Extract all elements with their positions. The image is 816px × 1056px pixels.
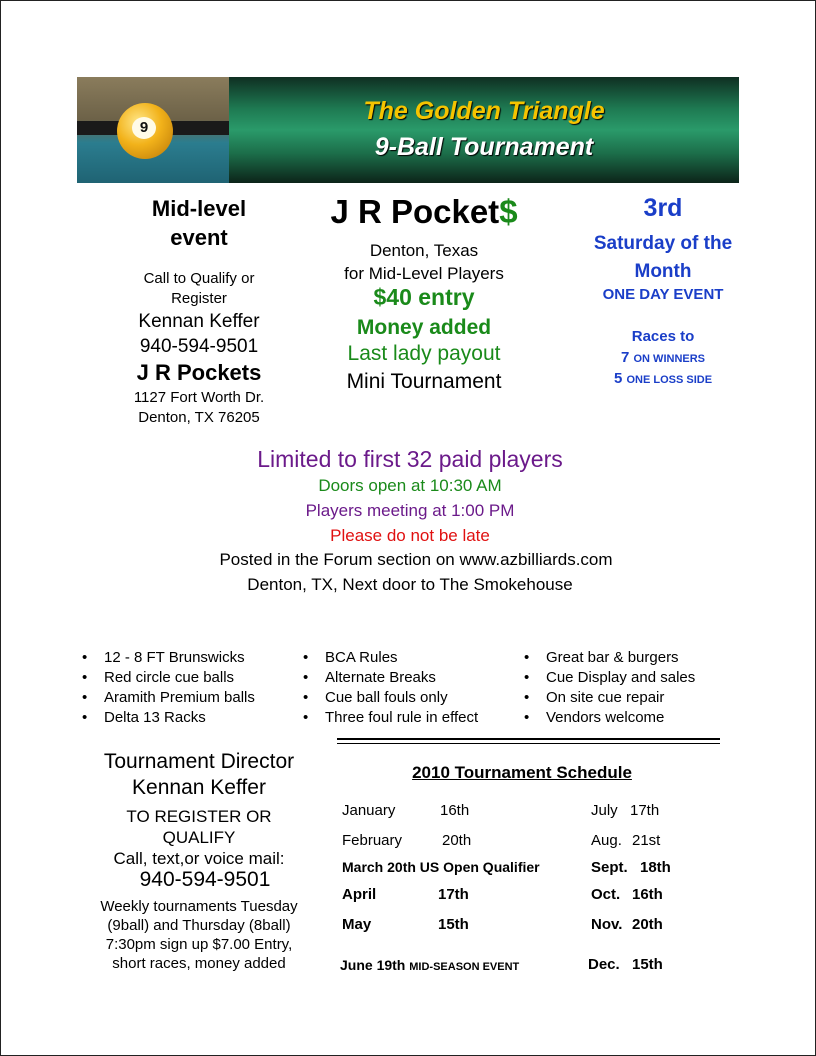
money-added: Money added [356,316,492,339]
entry-fee: $40 entry [373,284,475,310]
schedule-row-left: March 20th US Open Qualifier [342,859,540,875]
director-name: Kennan Keffer [132,776,266,799]
banner-title-line2: 9-Ball Tournament [374,133,594,161]
location-note: Denton, TX, Next door to The Smokehouse [247,575,573,594]
venue-title-dollar: $ [499,193,518,230]
register-block [78,806,320,869]
event-level-heading [88,194,310,252]
venue-city-block [300,239,548,285]
venue-address [88,388,310,428]
feature-item: • Alternate Breaks [300,668,478,688]
features-col3 [521,648,695,728]
schedule-row-left-day: 16th [440,802,470,819]
venue-name: J R Pockets [136,360,262,385]
schedule-row-left: April [342,886,377,903]
director-title: Tournament Director [103,750,295,773]
schedule-title: 2010 Tournament Schedule [412,763,632,782]
schedule-row-right: Nov. [591,916,623,933]
schedule-row-right: Sept. [591,859,628,876]
do-not-be-late: Please do not be late [330,526,490,545]
schedule-row-left: May [342,916,372,933]
race-winners [578,349,748,366]
address-line1: 1127 Fort Worth Dr. [133,389,265,406]
feature-item: • Red circle cue balls [79,668,255,688]
schedule-row-left-day: 20th [442,832,472,849]
races-to: Races to [631,328,695,345]
ordinal: 3rd [643,194,683,222]
director-phone[interactable]: 940-594-9501 [139,868,271,891]
race-loss-side [578,370,748,387]
feature-item: • On site cue repair [521,688,695,708]
director-block [78,749,320,801]
call-text-voicemail: Call, text,or voice mail: [113,849,285,868]
feature-item: • BCA Rules [300,648,478,668]
day-line1: Saturday of the [593,233,733,254]
weekly-line2: (9ball) and Thursday (8ball) [107,917,291,934]
feature-item: • 12 - 8 FT Brunswicks [79,648,255,668]
schedule-row-right: Aug. [591,832,622,849]
schedule-row-right-day: 16th [632,886,663,903]
venue-title-text: J R Pocket [330,193,500,230]
nine-ball-icon [117,103,173,159]
schedule-row-left: January [342,802,396,819]
forum-post-note: Posted in the Forum section on www.azbilliards.com [219,550,613,569]
schedule-row-right-day: 18th [640,859,671,876]
schedule-row-right-day: 17th [630,802,660,819]
schedule-june-event: MID-SEASON EVENT [409,961,520,973]
features-col2 [300,648,478,728]
weekly-line3: 7:30pm sign up $7.00 Entry, [105,936,293,953]
banner-title-line1: The Golden Triangle [363,97,605,125]
schedule-row-left [340,957,519,973]
call-to-qualify [88,269,310,309]
venue-city: Denton, Texas [369,241,479,260]
schedule-row-left: February [342,832,403,849]
schedule-june-date: June 19th [340,957,406,973]
limited-players: Limited to first 32 paid players [257,446,563,472]
feature-item: • Aramith Premium balls [79,688,255,708]
schedule-row-right: Dec. [588,956,620,973]
players-meeting: Players meeting at 1:00 PM [305,501,515,520]
address-line2: Denton, TX 76205 [138,409,260,426]
weekly-tournaments [78,897,320,973]
weekly-line4: short races, money added [112,955,286,972]
register-line2: QUALIFY [162,828,236,847]
saturday-of-month [578,230,748,286]
for-players: for Mid-Level Players [344,264,504,283]
features-col1 [79,648,255,728]
call-line1: Call to Qualify or [143,270,255,287]
loss-text: ONE LOSS SIDE [626,374,713,386]
schedule-row-right-day: 21st [632,832,661,849]
one-day-event: ONE DAY EVENT [602,286,724,303]
event-level-line1: Mid-level [151,196,247,221]
section-divider [337,738,720,744]
day-line2: Month [634,261,692,282]
schedule-row-right: Oct. [591,886,621,903]
venue-title [300,193,548,231]
weekly-line1: Weekly tournaments Tuesday [100,898,298,915]
event-level-line2: event [170,225,228,250]
feature-item: • Great bar & burgers [521,648,695,668]
schedule-row-right-day: 20th [632,916,663,933]
call-line2: Register [171,290,227,307]
winners-number: 7 [620,349,630,366]
ball-number: 9 [132,117,156,139]
loss-number: 5 [613,370,623,387]
contact-phone[interactable]: 940-594-9501 [139,336,259,357]
winners-text: ON WINNERS [633,353,705,365]
register-line1: TO REGISTER OR [126,807,272,826]
feature-item: • Vendors welcome [521,708,695,728]
schedule-row-right: July [591,802,618,819]
schedule-row-left-day: 15th [438,916,469,933]
mini-tournament: Mini Tournament [346,370,502,393]
banner-title-panel [229,77,739,183]
feature-item: • Delta 13 Racks [79,708,255,728]
lady-payout: Last lady payout [347,342,501,365]
doors-open: Doors open at 10:30 AM [318,476,502,495]
schedule-row-right-day: 15th [632,956,663,973]
header-banner [77,77,739,183]
schedule-row-left-day: 17th [438,886,469,903]
feature-item: • Three foul rule in effect [300,708,478,728]
nine-ball-photo [77,77,229,183]
feature-item: • Cue ball fouls only [300,688,478,708]
contact-block [88,309,310,359]
contact-name: Kennan Keffer [138,311,260,332]
feature-item: • Cue Display and sales [521,668,695,688]
